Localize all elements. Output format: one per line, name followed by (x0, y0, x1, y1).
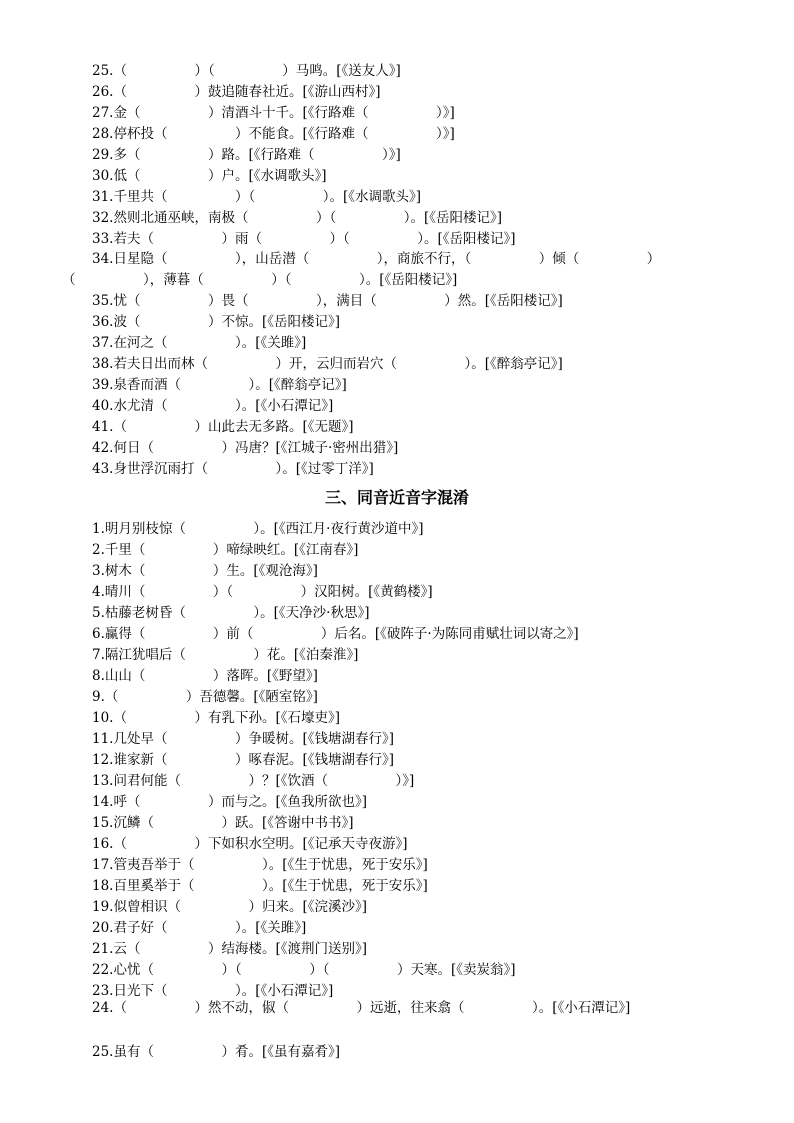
list-item: 18.百里奚举于（ ）。[《生于忧患，死于安乐》] (92, 878, 428, 894)
list-item: 29.多（ ）路。[《行路难（ ）》] (92, 147, 401, 163)
list-item: 25.虽有（ ）肴。[《虽有嘉肴》] (92, 1044, 341, 1060)
list-item: 39.泉香而酒（ ）。[《醉翁亭记》] (92, 377, 347, 393)
list-item: 42.何日（ ）冯唐？[《江城子·密州出猎》] (92, 440, 399, 456)
list-item: 36.波（ ）不惊。[《岳阳楼记》] (92, 314, 341, 330)
list-item: 19.似曾相识（ ）归来。[《浣溪沙》] (92, 899, 368, 915)
list-item: 13.问君何能（ ）？[《饮酒（ ）》] (92, 773, 415, 789)
list-item: 38.若夫日出而林（ ）开，云归而岩穴（ ）。[《醉翁亭记》] (92, 356, 563, 372)
list-item: 33.若夫（ ）雨（ ）（ ）。[《岳阳楼记》] (92, 231, 516, 247)
list-item: 2.千里（ ）啼绿映红。[《江南春》] (92, 542, 359, 558)
list-item: 43.身世浮沉雨打（ ）。[《过零丁洋》] (92, 461, 374, 477)
list-item: 27.金（ ）清酒斗十千。[《行路难（ ）》] (92, 105, 455, 121)
list-item: 1.明月别枝惊（ ）。[《西江月·夜行黄沙道中》] (92, 521, 424, 537)
list-item: 28.停杯投（ ）不能食。[《行路难（ ）》] (92, 126, 455, 142)
list-item: 14.呼（ ）而与之。[《鱼我所欲也》] (92, 794, 368, 810)
list-item: 8.山山（ ）落晖。[《野望》] (92, 668, 318, 684)
list-item: 21.云（ ）结海楼。[《渡荆门送别》] (92, 941, 368, 957)
list-item: 3.树木（ ）生。[《观沧海》] (92, 563, 318, 579)
list-item: 4.晴川（ ）（ ）汉阳树。[《黄鹤楼》] (92, 584, 433, 600)
list-item: 17.管夷吾举于（ ）。[《生于忧患，死于安乐》] (92, 857, 428, 873)
list-item-wrapped: 34.日星隐（ ），山岳潜（ ），商旅不行，（ ）倾（ ）（ ），薄暮（ ）（ ）。[《岳阳楼记》] (62, 251, 661, 288)
list-item-wrapped: 24.（ ）然不动，俶（ ）远逝，往来翕（ ）。[《小石潭记》] (92, 1000, 631, 1016)
section-title: 三、同音近音字混淆 (324, 488, 469, 507)
list-item: 16.（ ）下如积水空明。[《记承天寺夜游》] (92, 836, 408, 852)
list-item: 37.在河之（ ）。[《关雎》] (92, 335, 307, 351)
list-item: 11.几处早（ ）争暖树。[《钱塘湖春行》] (92, 731, 395, 747)
list-item: 32.然则北通巫峡，南极（ ）（ ）。[《岳阳楼记》] (92, 210, 503, 226)
list-item: 5.枯藤老树昏（ ）。[《天净沙·秋思》] (92, 605, 370, 621)
list-item: 26.（ ）鼓追随春社近。[《游山西村》] (92, 84, 381, 100)
list-item: 23.日光下（ ）。[《小石潭记》] (92, 983, 334, 999)
list-item: 12.谁家新（ ）啄春泥。[《钱塘湖春行》] (92, 752, 395, 768)
list-item: 10.（ ）有乳下孙。[《石壕吏》] (92, 710, 341, 726)
list-item: 41.（ ）山此去无多路。[《无题》] (92, 419, 354, 435)
list-item: 7.隔江犹唱后（ ）花。[《泊秦淮》] (92, 647, 359, 663)
list-item: 22.心忧（ ）（ ）（ ）天寒。[《卖炭翁》] (92, 962, 516, 978)
list-item: 6.赢得（ ）前（ ）后名。[《破阵子·为陈同甫赋壮词以寄之》] (92, 626, 579, 642)
list-item: 25.（ ）（ ）马鸣。[《送友人》] (92, 63, 401, 79)
list-item: 20.君子好（ ）。[《关雎》] (92, 920, 307, 936)
list-item: 40.水尤清（ ）。[《小石潭记》] (92, 398, 334, 414)
list-item: 30.低（ ）户。[《水调歌头》] (92, 168, 327, 184)
list-item: 35.忧（ ）畏（ ），满目（ ）然。[《岳阳楼记》] (92, 293, 563, 309)
list-item: 31.千里共（ ）（ ）。[《水调歌头》] (92, 189, 422, 205)
list-item: 9.（ ）吾德馨。[《陋室铭》] (92, 689, 318, 705)
list-item: 15.沉鳞（ ）跃。[《答谢中书书》] (92, 815, 354, 831)
